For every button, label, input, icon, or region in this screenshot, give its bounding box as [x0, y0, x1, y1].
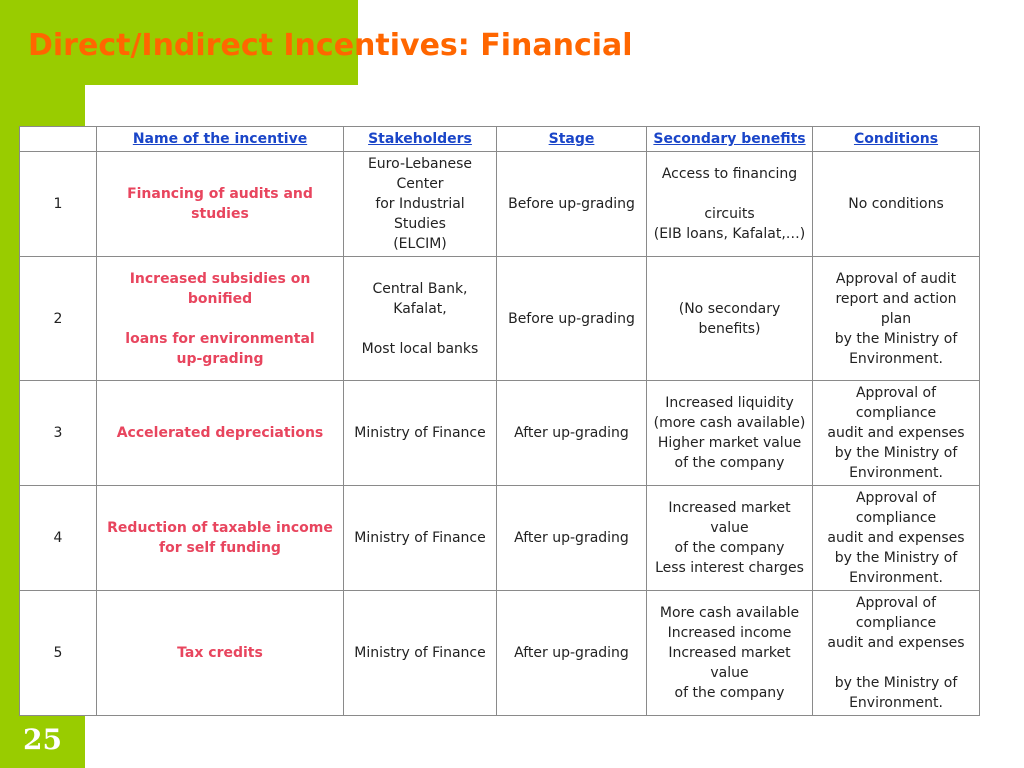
- row-number: 4: [20, 486, 97, 591]
- text-line: value: [710, 665, 749, 681]
- text-line: (more cash available): [653, 415, 806, 431]
- text-line: Approval of audit: [835, 270, 957, 287]
- table-row: [20, 381, 980, 486]
- text-line: More cash available: [659, 605, 800, 621]
- text-line: for self funding: [159, 540, 281, 556]
- text-line: Approval of: [855, 595, 937, 611]
- incentive-name: [97, 152, 344, 257]
- text-line: by the Ministry of: [834, 550, 958, 566]
- header-stakeholders: Stakeholders: [344, 127, 497, 152]
- benefits-cell: [647, 591, 813, 716]
- row-number: 3: [20, 381, 97, 486]
- stage-cell: After up-grading: [497, 486, 647, 591]
- text-line: (No secondary: [678, 300, 781, 317]
- row-number: 5: [20, 591, 97, 716]
- text-line: audit and expenses: [827, 530, 965, 546]
- text-line: of the company: [674, 685, 785, 701]
- text-line: Accelerated depreciations: [116, 425, 324, 441]
- header-number: [20, 127, 97, 152]
- text-line: of the company: [674, 455, 785, 471]
- text-line: Ministry of Finance: [354, 425, 486, 441]
- text-line: Environment.: [849, 350, 943, 367]
- text-line: up-grading: [176, 350, 264, 367]
- text-line: by the Ministry of: [834, 330, 958, 347]
- text-line: No conditions: [848, 196, 944, 212]
- incentive-name: [97, 591, 344, 716]
- text-line: Higher market value: [657, 435, 802, 451]
- slide-title: Direct/Indirect Incentives: Financial: [28, 28, 633, 63]
- text-line: bonified: [187, 290, 253, 307]
- text-line: Central Bank,: [372, 280, 468, 297]
- table-row: [20, 152, 980, 257]
- text-line: of the company: [674, 540, 785, 556]
- text-line: Center: [396, 176, 444, 192]
- text-line: Environment.: [849, 695, 943, 711]
- text-line: by the Ministry of: [834, 675, 958, 691]
- header-secondary-benefits: Secondary benefits: [647, 127, 813, 152]
- conditions-cell: [813, 486, 980, 591]
- text-line: Tax credits: [177, 645, 263, 661]
- stakeholders-cell: [344, 257, 497, 381]
- incentive-name: [97, 257, 344, 381]
- row-number: 1: [20, 152, 97, 257]
- stage-cell: After up-grading: [497, 381, 647, 486]
- text-line: Most local banks: [361, 340, 479, 357]
- text-line: for Industrial: [375, 196, 465, 212]
- text-line: Approval of: [855, 385, 937, 401]
- text-line: audit and expenses: [827, 425, 965, 441]
- stakeholders-cell: [344, 152, 497, 257]
- stakeholders-cell: [344, 591, 497, 716]
- stage-cell: Before up-grading: [497, 152, 647, 257]
- text-line: benefits): [698, 320, 761, 337]
- benefits-cell: [647, 257, 813, 381]
- text-line: circuits: [704, 206, 755, 222]
- text-line: Studies: [394, 216, 446, 232]
- incentives-table: [19, 126, 980, 716]
- table-header-row: [20, 127, 980, 152]
- text-line: Euro-Lebanese: [367, 156, 473, 172]
- text-line: compliance: [855, 510, 937, 526]
- text-line: Environment.: [849, 570, 943, 586]
- page-number: 25: [23, 723, 62, 756]
- text-line: by the Ministry of: [834, 445, 958, 461]
- text-line: Financing of audits and: [127, 186, 313, 202]
- header-name: Name of the incentive: [97, 127, 344, 152]
- text-line: Access to financing: [661, 166, 798, 182]
- text-line: (EIB loans, Kafalat,…): [653, 226, 806, 242]
- text-line: Ministry of Finance: [354, 645, 486, 661]
- incentive-name: [97, 381, 344, 486]
- benefits-cell: [647, 486, 813, 591]
- table-row: [20, 486, 980, 591]
- text-line: Increased liquidity: [665, 395, 794, 411]
- text-line: value: [710, 520, 749, 536]
- text-line: compliance: [855, 405, 937, 421]
- text-line: Increased subsidies on: [129, 270, 311, 287]
- conditions-cell: [813, 152, 980, 257]
- stage-cell: Before up-grading: [497, 257, 647, 381]
- text-line: Kafalat,: [393, 300, 447, 317]
- header-stage: Stage: [497, 127, 647, 152]
- text-line: loans for environmental: [125, 330, 315, 347]
- table-row: [20, 257, 980, 381]
- benefits-cell: [647, 381, 813, 486]
- stage-cell: After up-grading: [497, 591, 647, 716]
- text-line: Reduction of taxable income: [107, 520, 333, 536]
- text-line: Increased market: [668, 645, 791, 661]
- text-line: Increased income: [667, 625, 792, 641]
- text-line: studies: [191, 206, 249, 222]
- text-line: Increased market: [668, 500, 791, 516]
- row-number: 2: [20, 257, 97, 381]
- text-line: compliance: [855, 615, 937, 631]
- stakeholders-cell: [344, 381, 497, 486]
- text-line: (ELCIM): [393, 236, 447, 252]
- text-line: plan: [880, 310, 912, 327]
- text-line: Environment.: [849, 465, 943, 481]
- text-line: Ministry of Finance: [354, 530, 486, 546]
- header-conditions: Conditions: [813, 127, 980, 152]
- text-line: Less interest charges: [655, 560, 804, 576]
- conditions-cell: [813, 591, 980, 716]
- incentive-name: [97, 486, 344, 591]
- text-line: audit and expenses: [827, 635, 965, 651]
- conditions-cell: [813, 381, 980, 486]
- table-row: [20, 591, 980, 716]
- stakeholders-cell: [344, 486, 497, 591]
- text-line: report and action: [835, 290, 957, 307]
- text-line: Approval of: [855, 490, 937, 506]
- benefits-cell: [647, 152, 813, 257]
- conditions-cell: [813, 257, 980, 381]
